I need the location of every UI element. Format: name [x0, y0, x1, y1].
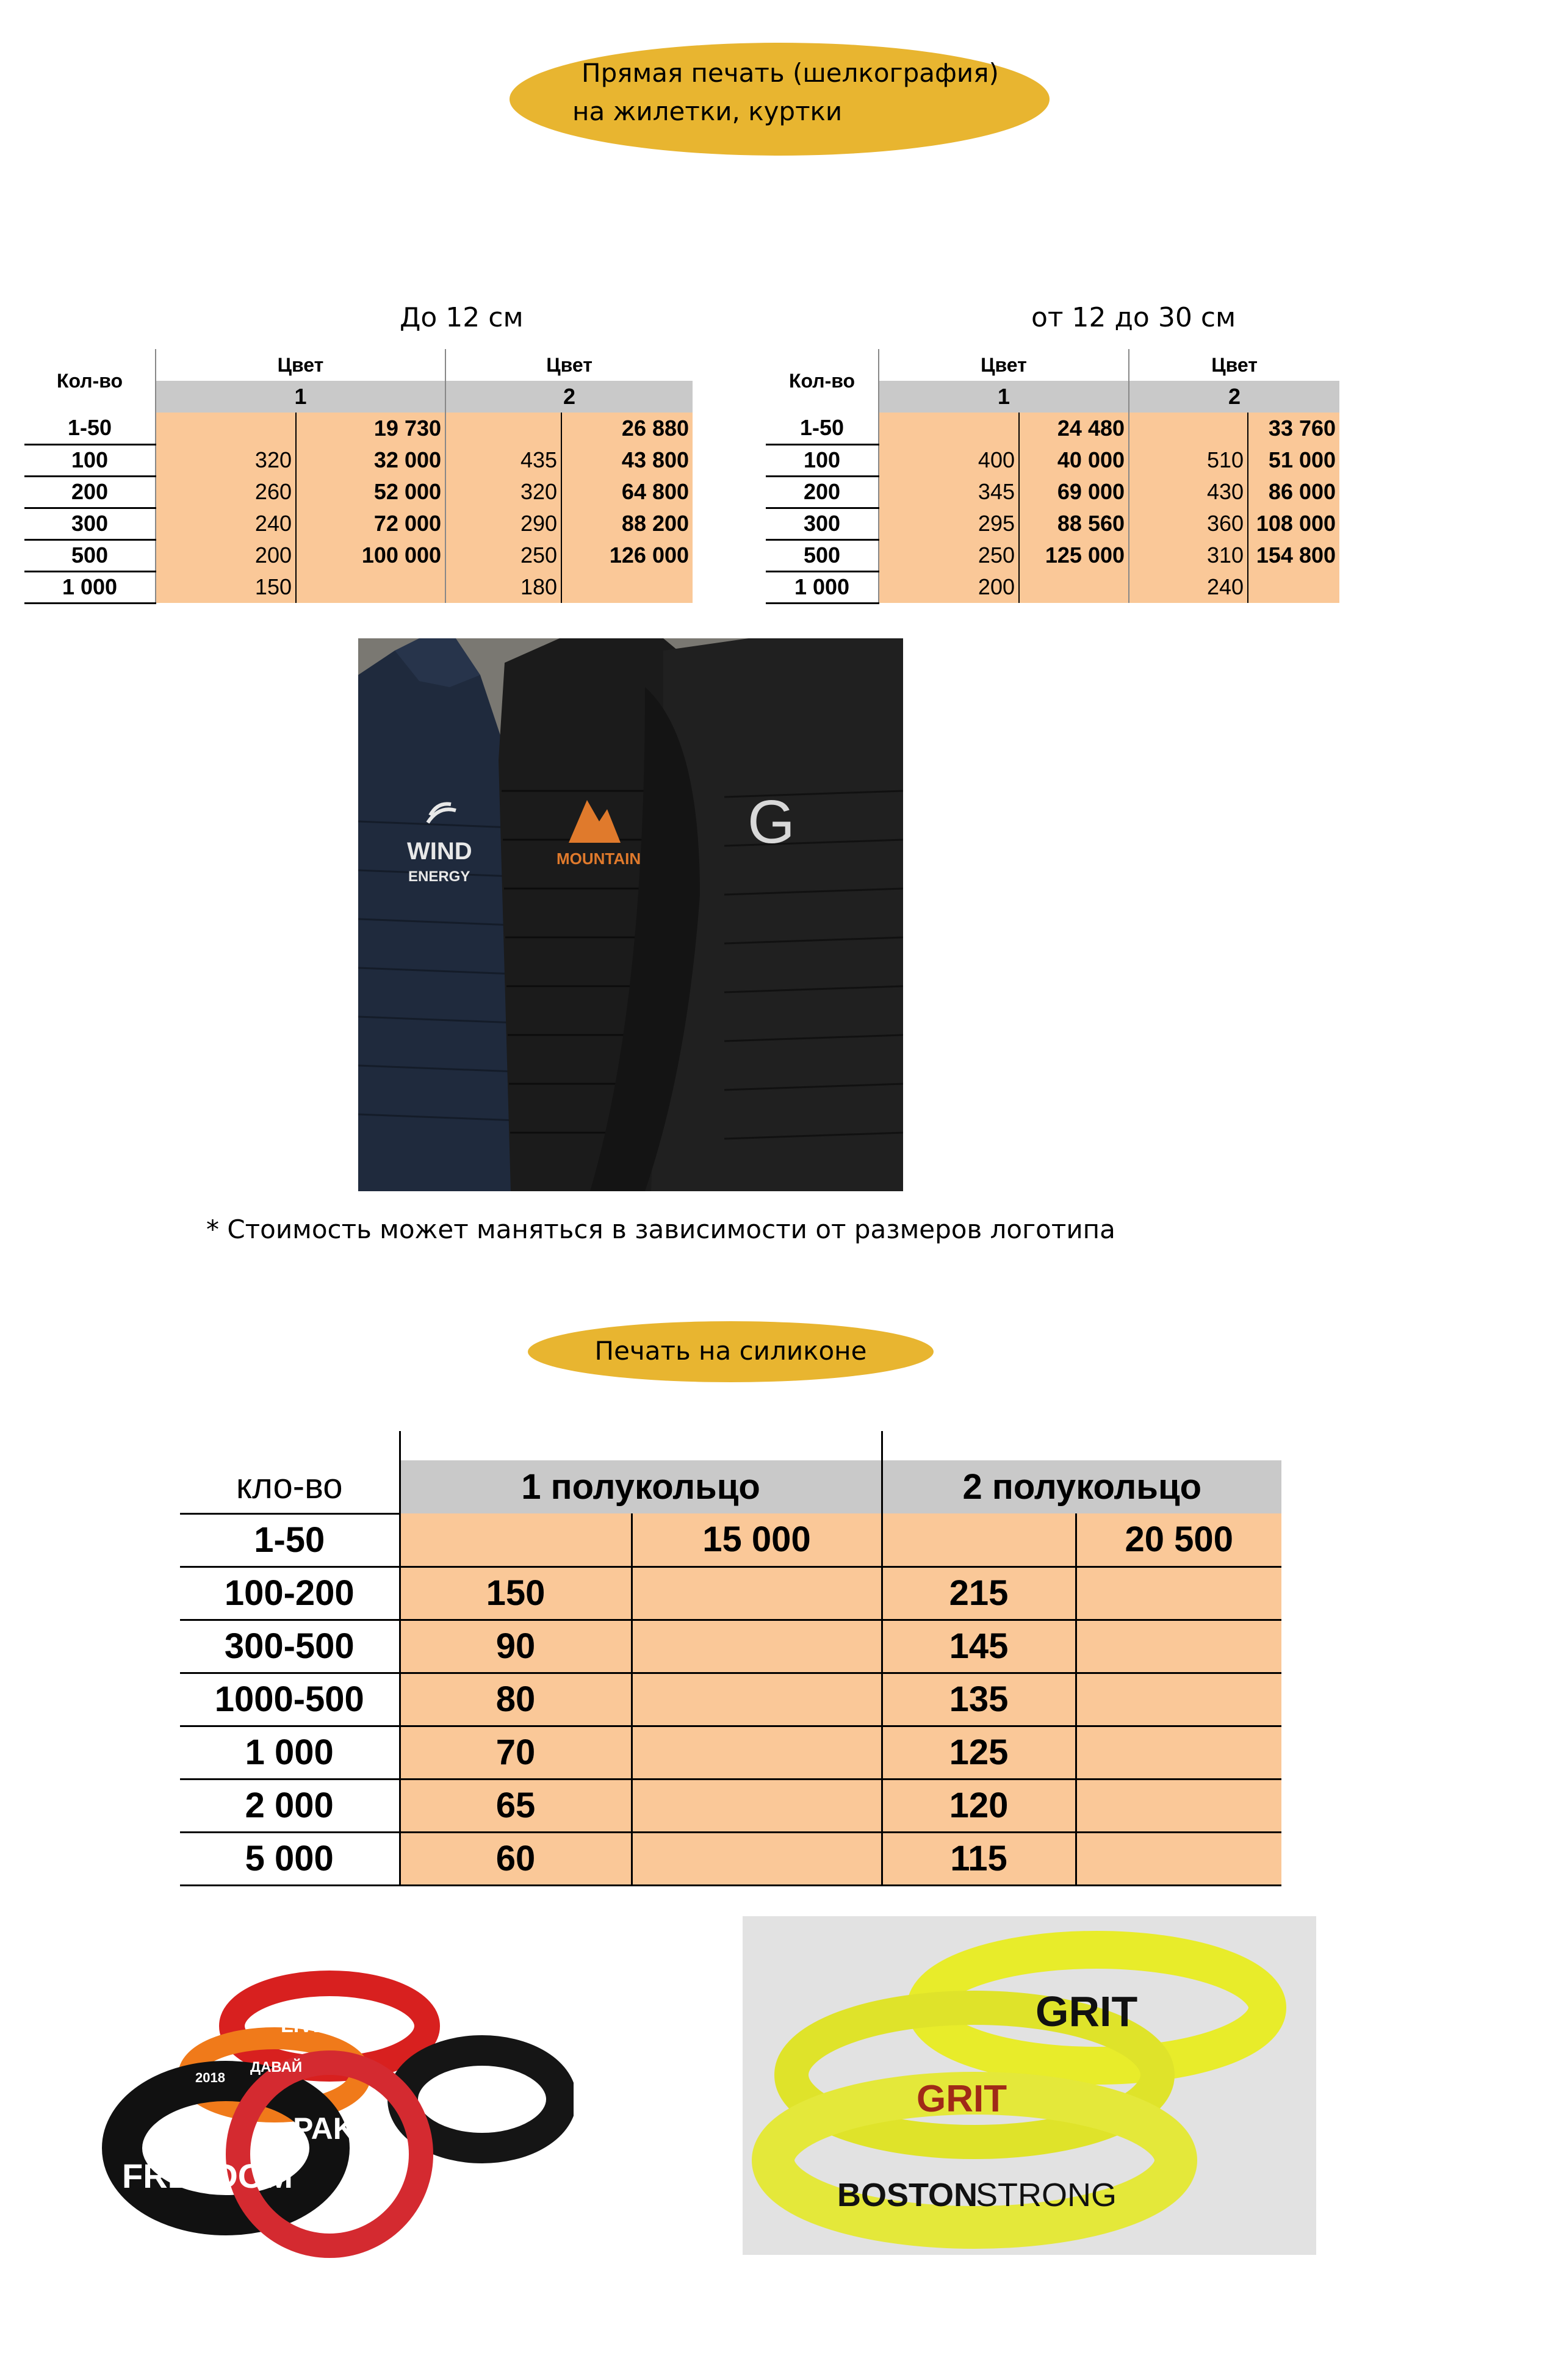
- qty-cell: 500: [766, 539, 879, 571]
- total-price-cell: [1019, 571, 1129, 603]
- total-price-cell: 19 730: [296, 413, 445, 444]
- caption-small-size: До 12 см: [400, 302, 524, 333]
- color-count-2: 2: [1129, 381, 1339, 413]
- bracelets-photo-right: [743, 1916, 1316, 2255]
- color-count-1: 1: [156, 381, 445, 413]
- unit-price-cell: 290: [445, 508, 561, 539]
- total-price-cell: 51 000: [1248, 444, 1339, 476]
- unit-price-cell: 70: [400, 1726, 632, 1779]
- unit-price-cell: 200: [156, 539, 296, 571]
- blank-cell: [882, 1431, 1281, 1460]
- total-price-cell: [1076, 1673, 1281, 1726]
- unit-price-cell: 125: [882, 1726, 1076, 1779]
- bracelet-text-grit-red: GRIT: [917, 2078, 1007, 2120]
- badge-title-line1: Прямая печать (шелкография): [582, 58, 999, 88]
- total-price-cell: [632, 1567, 882, 1620]
- bracelet-text-grit-black: GRIT: [1036, 1988, 1138, 2035]
- section-badge-silicone: [528, 1321, 934, 1382]
- total-price-cell: 40 000: [1019, 444, 1129, 476]
- total-price-cell: [1076, 1832, 1281, 1885]
- qty-cell: 300: [766, 508, 879, 539]
- unit-price-cell: 115: [882, 1832, 1076, 1885]
- total-price-cell: [632, 1779, 882, 1832]
- total-price-cell: 100 000: [296, 539, 445, 571]
- color-count-1: 1: [879, 381, 1129, 413]
- total-price-cell: [1076, 1620, 1281, 1673]
- unit-price-cell: 150: [156, 571, 296, 603]
- unit-price-cell: 435: [445, 444, 561, 476]
- unit-price-cell: 60: [400, 1832, 632, 1885]
- unit-price-cell: 90: [400, 1620, 632, 1673]
- unit-price-cell: 240: [1129, 571, 1248, 603]
- total-price-cell: 69 000: [1019, 476, 1129, 508]
- price-table-large: [766, 349, 1339, 604]
- unit-price-cell: 145: [882, 1620, 1076, 1673]
- total-price-cell: [632, 1726, 882, 1779]
- group-header-1: 1 полукольцо: [400, 1460, 882, 1513]
- total-price-cell: 20 500: [1076, 1513, 1281, 1567]
- price-table-large-body: [766, 413, 1339, 603]
- qty-header: Кол-во: [24, 349, 156, 413]
- color-header: Цвет: [445, 349, 693, 381]
- blank-cell: [180, 1431, 400, 1460]
- unit-price-cell: 400: [879, 444, 1019, 476]
- qty-cell: 300: [24, 508, 156, 539]
- unit-price-cell: 250: [879, 539, 1019, 571]
- unit-price-cell: 345: [879, 476, 1019, 508]
- qty-cell: 1-50: [180, 1513, 400, 1567]
- unit-price-cell: [1129, 413, 1248, 444]
- total-price-cell: 72 000: [296, 508, 445, 539]
- table-row: [180, 1779, 1281, 1832]
- total-price-cell: 52 000: [296, 476, 445, 508]
- wind-logo-text: WIND: [407, 838, 472, 865]
- qty-cell: 300-500: [180, 1620, 400, 1673]
- table-row: [766, 476, 1339, 508]
- bracelet-text-paki: PAKI: [293, 2111, 364, 2146]
- table-row: [24, 476, 693, 508]
- energy-logo-text: ENERGY: [408, 868, 470, 885]
- price-table-small: [24, 349, 693, 604]
- qty-header: Кол-во: [766, 349, 879, 413]
- badge-silicone-title: Печать на силиконе: [594, 1336, 867, 1366]
- total-price-cell: 43 800: [561, 444, 693, 476]
- qty-cell: 2 000: [180, 1779, 400, 1832]
- unit-price-cell: [400, 1513, 632, 1567]
- total-price-cell: 88 560: [1019, 508, 1129, 539]
- price-table-small-body: [24, 413, 693, 603]
- unit-price-cell: 240: [156, 508, 296, 539]
- table-row: [766, 539, 1339, 571]
- qty-cell: 500: [24, 539, 156, 571]
- unit-price-cell: 65: [400, 1779, 632, 1832]
- unit-price-cell: [445, 413, 561, 444]
- unit-price-cell: 320: [445, 476, 561, 508]
- total-price-cell: 15 000: [632, 1513, 882, 1567]
- table-row: [766, 508, 1339, 539]
- unit-price-cell: 150: [400, 1567, 632, 1620]
- unit-price-cell: 360: [1129, 508, 1248, 539]
- bracelet-text-davai: ДАВАЙ: [250, 2059, 303, 2075]
- total-price-cell: [1076, 1567, 1281, 1620]
- qty-cell: 1-50: [766, 413, 879, 444]
- price-table-silicone: [180, 1431, 1281, 1886]
- total-price-cell: [1248, 571, 1339, 603]
- badge-title-line2: на жилетки, куртки: [572, 96, 843, 126]
- blank-cell: [400, 1431, 882, 1460]
- qty-header: кло-во: [180, 1460, 400, 1513]
- table-row: [24, 571, 693, 603]
- qty-cell: 1-50: [24, 413, 156, 444]
- total-price-cell: [296, 571, 445, 603]
- table-row: [24, 539, 693, 571]
- total-price-cell: [561, 571, 693, 603]
- table-row: [180, 1567, 1281, 1620]
- unit-price-cell: 310: [1129, 539, 1248, 571]
- total-price-cell: 88 200: [561, 508, 693, 539]
- table-row: [766, 571, 1339, 603]
- qty-cell: 1 000: [180, 1726, 400, 1779]
- bracelet-text-boston: BOSTON: [837, 2177, 978, 2213]
- bracelet-text-strong: STRONG: [976, 2177, 1117, 2213]
- unit-price-cell: 215: [882, 1567, 1076, 1620]
- color-header: Цвет: [879, 349, 1129, 381]
- total-price-cell: 125 000: [1019, 539, 1129, 571]
- table-row: [180, 1673, 1281, 1726]
- bracelet-text-live-love: LIVE.LOVE: [281, 2014, 389, 2037]
- qty-cell: 1 000: [24, 571, 156, 603]
- g-logo: G: [747, 788, 795, 856]
- bracelets-photo-left: [98, 1941, 574, 2288]
- unit-price-cell: 295: [879, 508, 1019, 539]
- unit-price-cell: 180: [445, 571, 561, 603]
- unit-price-cell: [882, 1513, 1076, 1567]
- total-price-cell: [1076, 1779, 1281, 1832]
- total-price-cell: 86 000: [1248, 476, 1339, 508]
- unit-price-cell: 510: [1129, 444, 1248, 476]
- color-header: Цвет: [156, 349, 445, 381]
- table-row: [180, 1620, 1281, 1673]
- total-price-cell: 26 880: [561, 413, 693, 444]
- qty-cell: 100-200: [180, 1567, 400, 1620]
- section-badge-screen-print: [510, 43, 1050, 156]
- jackets-photo: [358, 638, 903, 1191]
- unit-price-cell: [879, 413, 1019, 444]
- total-price-cell: 154 800: [1248, 539, 1339, 571]
- bracelet-text-ound: OUND.: [439, 2077, 530, 2108]
- total-price-cell: 64 800: [561, 476, 693, 508]
- unit-price-cell: [156, 413, 296, 444]
- unit-price-cell: 250: [445, 539, 561, 571]
- table-row: [766, 413, 1339, 444]
- total-price-cell: [632, 1673, 882, 1726]
- total-price-cell: 126 000: [561, 539, 693, 571]
- unit-price-cell: 120: [882, 1779, 1076, 1832]
- unit-price-cell: 200: [879, 571, 1019, 603]
- price-table-silicone-body: [180, 1513, 1281, 1885]
- bracelet-text-2018: 2018: [195, 2070, 225, 2085]
- qty-cell: 1000-500: [180, 1673, 400, 1726]
- color-count-2: 2: [445, 381, 693, 413]
- total-price-cell: 108 000: [1248, 508, 1339, 539]
- qty-cell: 200: [766, 476, 879, 508]
- caption-large-size: от 12 до 30 см: [1031, 302, 1236, 333]
- unit-price-cell: 430: [1129, 476, 1248, 508]
- mountain-logo-text: MOUNTAIN: [556, 849, 641, 868]
- unit-price-cell: 135: [882, 1673, 1076, 1726]
- table-row: [766, 444, 1339, 476]
- total-price-cell: [1076, 1726, 1281, 1779]
- total-price-cell: [632, 1620, 882, 1673]
- total-price-cell: 32 000: [296, 444, 445, 476]
- table-row: [180, 1832, 1281, 1885]
- qty-cell: 200: [24, 476, 156, 508]
- table-row: [24, 508, 693, 539]
- table-row: [24, 444, 693, 476]
- qty-cell: 100: [766, 444, 879, 476]
- group-header-2: 2 полукольцо: [882, 1460, 1281, 1513]
- table-row: [24, 413, 693, 444]
- qty-cell: 100: [24, 444, 156, 476]
- table-row: [180, 1513, 1281, 1567]
- total-price-cell: [632, 1832, 882, 1885]
- qty-cell: 5 000: [180, 1832, 400, 1885]
- qty-cell: 1 000: [766, 571, 879, 603]
- unit-price-cell: 320: [156, 444, 296, 476]
- bracelet-text-freedom: FREEDOM: [122, 2157, 293, 2195]
- total-price-cell: 33 760: [1248, 413, 1339, 444]
- total-price-cell: 24 480: [1019, 413, 1129, 444]
- footnote: * Стоимость может маняться в зависимости от размеров логотипа: [206, 1214, 1115, 1244]
- table-row: [180, 1726, 1281, 1779]
- unit-price-cell: 80: [400, 1673, 632, 1726]
- unit-price-cell: 260: [156, 476, 296, 508]
- color-header: Цвет: [1129, 349, 1339, 381]
